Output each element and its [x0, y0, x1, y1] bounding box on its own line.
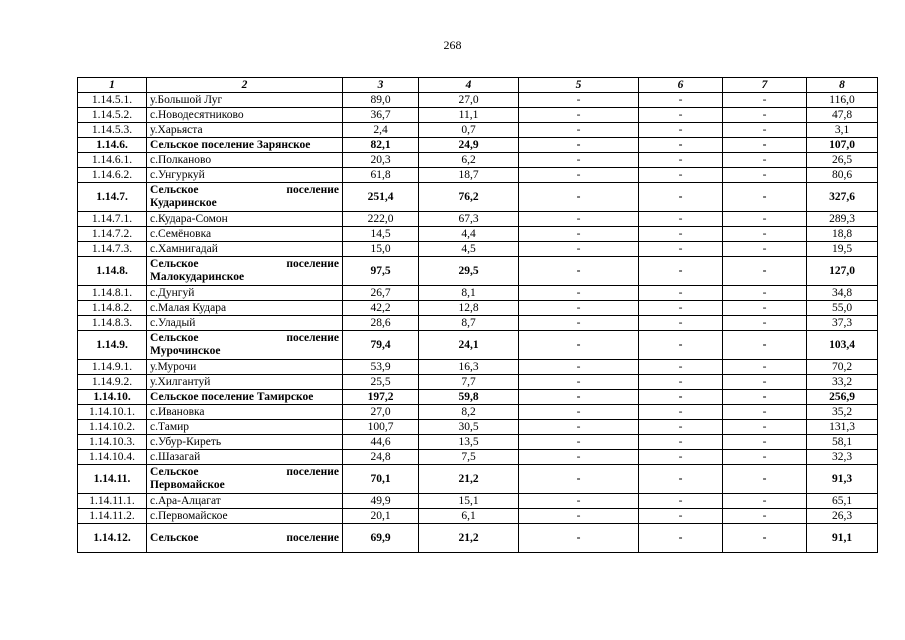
row-name-part: Мурочинское [150, 345, 221, 357]
row-value-7: - [723, 93, 807, 108]
row-value-7: - [723, 420, 807, 435]
row-name: с.Ивановка [147, 405, 343, 420]
row-code: 1.14.9.2. [78, 375, 147, 390]
row-name-part: поселение [286, 258, 339, 270]
row-name: с.Унгуркуй [147, 168, 343, 183]
row-value-4: 24,9 [419, 138, 519, 153]
row-value-6: - [639, 509, 723, 524]
row-code: 1.14.10.2. [78, 420, 147, 435]
row-value-8: 47,8 [807, 108, 878, 123]
row-value-4: 76,2 [419, 183, 519, 212]
row-value-3: 28,6 [343, 316, 419, 331]
row-code: 1.14.7.3. [78, 242, 147, 257]
row-value-3: 197,2 [343, 390, 419, 405]
row-name-part: Сельское [150, 184, 199, 196]
row-value-4: 21,2 [419, 465, 519, 494]
row-value-4: 4,5 [419, 242, 519, 257]
row-value-6: - [639, 242, 723, 257]
row-value-8: 26,5 [807, 153, 878, 168]
row-value-6: - [639, 108, 723, 123]
row-value-7: - [723, 435, 807, 450]
row-value-5: - [519, 524, 639, 553]
table-row [78, 390, 878, 405]
table-row [78, 242, 878, 257]
row-value-4: 15,1 [419, 494, 519, 509]
data-table [77, 77, 878, 553]
header-col-6: 6 [639, 78, 723, 93]
row-value-5: - [519, 316, 639, 331]
row-value-5: - [519, 108, 639, 123]
row-name: с.Первомайское [147, 509, 343, 524]
row-value-6: - [639, 212, 723, 227]
row-value-8: 103,4 [807, 331, 878, 360]
row-value-7: - [723, 524, 807, 553]
row-value-5: - [519, 331, 639, 360]
row-name-part: поселение [286, 466, 339, 478]
header-col-5: 5 [519, 78, 639, 93]
row-value-4: 30,5 [419, 420, 519, 435]
row-value-6: - [639, 286, 723, 301]
row-code: 1.14.6.1. [78, 153, 147, 168]
row-value-5: - [519, 242, 639, 257]
row-value-5: - [519, 227, 639, 242]
row-value-4: 8,7 [419, 316, 519, 331]
row-value-7: - [723, 390, 807, 405]
row-value-4: 27,0 [419, 93, 519, 108]
row-value-3: 82,1 [343, 138, 419, 153]
table-row [78, 212, 878, 227]
row-code: 1.14.11.1. [78, 494, 147, 509]
row-value-5: - [519, 494, 639, 509]
table-row [78, 301, 878, 316]
header-col-2: 2 [147, 78, 343, 93]
row-code: 1.14.5.1. [78, 93, 147, 108]
row-value-8: 80,6 [807, 168, 878, 183]
row-code: 1.14.8.3. [78, 316, 147, 331]
row-code: 1.14.7. [78, 183, 147, 212]
table-row [78, 494, 878, 509]
row-name: у.Харьяста [147, 123, 343, 138]
row-value-4: 16,3 [419, 360, 519, 375]
row-value-8: 37,3 [807, 316, 878, 331]
row-value-4: 6,2 [419, 153, 519, 168]
row-value-5: - [519, 153, 639, 168]
table-row [78, 316, 878, 331]
row-value-3: 44,6 [343, 435, 419, 450]
row-value-8: 65,1 [807, 494, 878, 509]
row-value-6: - [639, 465, 723, 494]
row-code: 1.14.8.2. [78, 301, 147, 316]
row-code: 1.14.5.2. [78, 108, 147, 123]
row-value-7: - [723, 509, 807, 524]
row-value-8: 70,2 [807, 360, 878, 375]
row-value-7: - [723, 168, 807, 183]
row-value-8: 91,3 [807, 465, 878, 494]
row-value-4: 7,5 [419, 450, 519, 465]
table-row [78, 138, 878, 153]
row-name: с.Кудара-Сомон [147, 212, 343, 227]
row-value-3: 49,9 [343, 494, 419, 509]
row-value-7: - [723, 138, 807, 153]
row-value-5: - [519, 450, 639, 465]
row-value-7: - [723, 242, 807, 257]
row-value-3: 70,1 [343, 465, 419, 494]
row-value-4: 59,8 [419, 390, 519, 405]
table-row [78, 524, 878, 553]
row-value-3: 20,3 [343, 153, 419, 168]
row-value-8: 35,2 [807, 405, 878, 420]
row-value-8: 327,6 [807, 183, 878, 212]
row-name-part: Первомайское [150, 479, 225, 491]
row-value-8: 58,1 [807, 435, 878, 450]
row-value-8: 289,3 [807, 212, 878, 227]
row-value-8: 18,8 [807, 227, 878, 242]
row-name: с.Хамнигадай [147, 242, 343, 257]
table-row [78, 257, 878, 286]
row-name [147, 524, 343, 553]
row-code: 1.14.9.1. [78, 360, 147, 375]
row-value-7: - [723, 123, 807, 138]
row-code: 1.14.5.3. [78, 123, 147, 138]
row-value-7: - [723, 153, 807, 168]
row-code: 1.14.10.4. [78, 450, 147, 465]
row-name-part: Сельское [150, 466, 199, 478]
row-code: 1.14.10. [78, 390, 147, 405]
row-value-6: - [639, 123, 723, 138]
row-code: 1.14.9. [78, 331, 147, 360]
row-value-8: 34,8 [807, 286, 878, 301]
header-col-1: 1 [78, 78, 147, 93]
row-name: с.Убур-Киреть [147, 435, 343, 450]
row-name: у.Мурочи [147, 360, 343, 375]
row-value-3: 20,1 [343, 509, 419, 524]
row-value-7: - [723, 331, 807, 360]
row-value-7: - [723, 375, 807, 390]
row-value-5: - [519, 465, 639, 494]
row-name-part: поселение [286, 531, 339, 544]
row-value-7: - [723, 360, 807, 375]
row-value-7: - [723, 108, 807, 123]
row-value-5: - [519, 435, 639, 450]
row-value-7: - [723, 227, 807, 242]
row-value-6: - [639, 524, 723, 553]
row-code: 1.14.10.3. [78, 435, 147, 450]
row-value-6: - [639, 494, 723, 509]
row-value-4: 6,1 [419, 509, 519, 524]
row-value-3: 222,0 [343, 212, 419, 227]
row-value-3: 97,5 [343, 257, 419, 286]
row-value-6: - [639, 227, 723, 242]
row-name: с.Малая Кудара [147, 301, 343, 316]
row-value-8: 32,3 [807, 450, 878, 465]
row-value-8: 131,3 [807, 420, 878, 435]
row-value-4: 29,5 [419, 257, 519, 286]
table-row [78, 360, 878, 375]
row-value-5: - [519, 360, 639, 375]
row-value-6: - [639, 375, 723, 390]
row-value-6: - [639, 316, 723, 331]
row-value-6: - [639, 450, 723, 465]
row-name: с.Семёновка [147, 227, 343, 242]
header-col-7: 7 [723, 78, 807, 93]
row-value-4: 8,1 [419, 286, 519, 301]
row-value-4: 13,5 [419, 435, 519, 450]
row-value-7: - [723, 494, 807, 509]
row-value-5: - [519, 257, 639, 286]
table-row [78, 153, 878, 168]
row-value-3: 100,7 [343, 420, 419, 435]
row-value-8: 256,9 [807, 390, 878, 405]
table-row [78, 286, 878, 301]
row-code: 1.14.6. [78, 138, 147, 153]
row-name: с.Новодесятниково [147, 108, 343, 123]
row-value-7: - [723, 465, 807, 494]
row-value-3: 42,2 [343, 301, 419, 316]
row-name [147, 183, 343, 212]
table-row [78, 108, 878, 123]
table-row [78, 509, 878, 524]
row-value-5: - [519, 420, 639, 435]
row-value-4: 8,2 [419, 405, 519, 420]
table-row [78, 93, 878, 108]
row-value-3: 69,9 [343, 524, 419, 553]
row-value-3: 61,8 [343, 168, 419, 183]
header-col-4: 4 [419, 78, 519, 93]
row-value-3: 79,4 [343, 331, 419, 360]
row-code: 1.14.6.2. [78, 168, 147, 183]
row-value-6: - [639, 183, 723, 212]
row-value-6: - [639, 360, 723, 375]
row-value-3: 2,4 [343, 123, 419, 138]
row-value-3: 36,7 [343, 108, 419, 123]
table-row [78, 450, 878, 465]
row-value-6: - [639, 420, 723, 435]
row-code: 1.14.8.1. [78, 286, 147, 301]
row-name: с.Полканово [147, 153, 343, 168]
row-value-8: 19,5 [807, 242, 878, 257]
row-name [147, 465, 343, 494]
row-value-4: 4,4 [419, 227, 519, 242]
row-value-8: 116,0 [807, 93, 878, 108]
row-value-8: 3,1 [807, 123, 878, 138]
row-value-3: 25,5 [343, 375, 419, 390]
row-value-3: 251,4 [343, 183, 419, 212]
table-row [78, 123, 878, 138]
row-value-5: - [519, 375, 639, 390]
table-row [78, 405, 878, 420]
row-value-5: - [519, 509, 639, 524]
row-name: с.Уладый [147, 316, 343, 331]
row-value-5: - [519, 168, 639, 183]
row-value-6: - [639, 331, 723, 360]
row-value-8: 55,0 [807, 301, 878, 316]
row-value-7: - [723, 301, 807, 316]
table-body [78, 93, 878, 553]
row-value-5: - [519, 390, 639, 405]
row-value-4: 67,3 [419, 212, 519, 227]
row-value-4: 18,7 [419, 168, 519, 183]
row-value-8: 33,2 [807, 375, 878, 390]
row-name-part: Сельское [150, 531, 199, 544]
row-value-3: 14,5 [343, 227, 419, 242]
row-code: 1.14.7.1. [78, 212, 147, 227]
row-value-5: - [519, 212, 639, 227]
row-name-part: Сельское [150, 258, 199, 270]
row-value-7: - [723, 286, 807, 301]
row-name-part: Кударинское [150, 197, 217, 209]
row-value-3: 15,0 [343, 242, 419, 257]
row-value-6: - [639, 405, 723, 420]
row-value-6: - [639, 301, 723, 316]
row-value-3: 26,7 [343, 286, 419, 301]
row-name: с.Шазагай [147, 450, 343, 465]
table-row [78, 420, 878, 435]
row-value-5: - [519, 138, 639, 153]
row-value-6: - [639, 390, 723, 405]
row-value-3: 24,8 [343, 450, 419, 465]
row-value-4: 0,7 [419, 123, 519, 138]
row-name-part: Малокударинское [150, 271, 245, 283]
row-value-8: 91,1 [807, 524, 878, 553]
row-value-8: 127,0 [807, 257, 878, 286]
row-value-7: - [723, 257, 807, 286]
table-row [78, 183, 878, 212]
row-name [147, 257, 343, 286]
row-value-4: 7,7 [419, 375, 519, 390]
row-name: с.Тамир [147, 420, 343, 435]
table-row [78, 227, 878, 242]
row-value-4: 11,1 [419, 108, 519, 123]
table-row [78, 375, 878, 390]
row-name-part: поселение [286, 184, 339, 196]
row-value-6: - [639, 153, 723, 168]
row-value-5: - [519, 405, 639, 420]
row-name: у.Хилгантуй [147, 375, 343, 390]
row-code: 1.14.8. [78, 257, 147, 286]
row-value-5: - [519, 301, 639, 316]
row-code: 1.14.11. [78, 465, 147, 494]
row-name [147, 331, 343, 360]
row-name: Сельское поселение Тамирское [147, 390, 343, 405]
row-name: с.Ара-Алцагат [147, 494, 343, 509]
row-value-8: 26,3 [807, 509, 878, 524]
row-value-6: - [639, 435, 723, 450]
table-row [78, 331, 878, 360]
row-value-4: 24,1 [419, 331, 519, 360]
row-value-7: - [723, 183, 807, 212]
header-col-3: 3 [343, 78, 419, 93]
row-name: Сельское поселение Зарянское [147, 138, 343, 153]
row-code: 1.14.11.2. [78, 509, 147, 524]
row-value-4: 12,8 [419, 301, 519, 316]
row-code: 1.14.12. [78, 524, 147, 553]
row-value-5: - [519, 123, 639, 138]
row-value-5: - [519, 183, 639, 212]
table-row [78, 465, 878, 494]
row-value-7: - [723, 212, 807, 227]
row-value-5: - [519, 286, 639, 301]
table-row [78, 168, 878, 183]
row-name-part: Сельское [150, 332, 199, 344]
row-value-6: - [639, 257, 723, 286]
row-value-3: 27,0 [343, 405, 419, 420]
row-value-6: - [639, 138, 723, 153]
row-value-8: 107,0 [807, 138, 878, 153]
row-code: 1.14.7.2. [78, 227, 147, 242]
row-value-7: - [723, 450, 807, 465]
row-value-5: - [519, 93, 639, 108]
row-name-part: поселение [286, 332, 339, 344]
row-value-6: - [639, 168, 723, 183]
row-code: 1.14.10.1. [78, 405, 147, 420]
row-value-3: 53,9 [343, 360, 419, 375]
row-value-7: - [723, 316, 807, 331]
row-name: у.Большой Луг [147, 93, 343, 108]
row-value-3: 89,0 [343, 93, 419, 108]
header-row [78, 78, 878, 93]
row-value-4: 21,2 [419, 524, 519, 553]
row-value-7: - [723, 405, 807, 420]
table-row [78, 435, 878, 450]
row-value-6: - [639, 93, 723, 108]
header-col-8: 8 [807, 78, 878, 93]
page-number: 268 [443, 38, 462, 52]
row-name: с.Дунгуй [147, 286, 343, 301]
